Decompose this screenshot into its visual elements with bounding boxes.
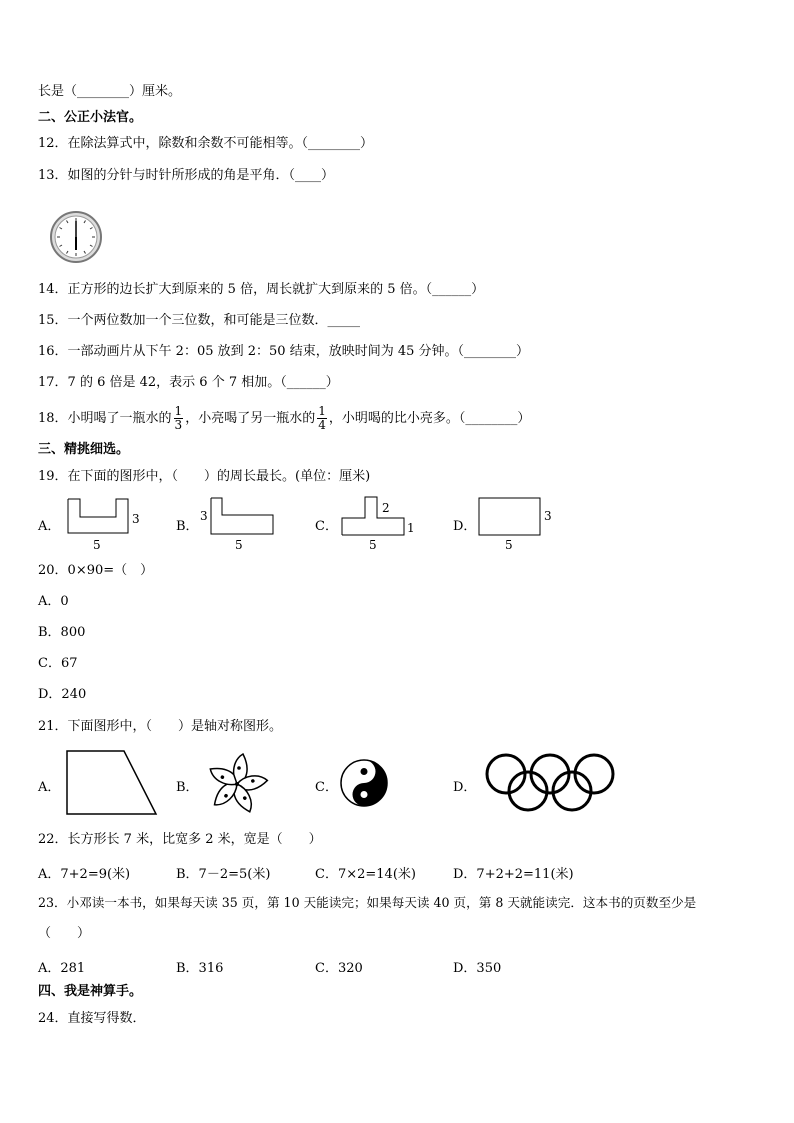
q18-part2: ，小亮喝了另一瓶水的 [185, 411, 316, 426]
q19-d-width: 5 [505, 538, 513, 552]
question-19: 19．在下面的图形中，（ ）的周长最长。(单位：厘米) [38, 469, 371, 484]
question-22: 22．长方形长 7 米，比宽多 2 米，宽是（ ） [38, 832, 322, 847]
fraction-one-quarter [317, 405, 327, 432]
q21-option-b-label[interactable]: B． [176, 780, 199, 795]
question-14: 14．正方形的边长扩大到原来的 5 倍，周长就扩大到原来的 5 倍。（______） [38, 282, 485, 297]
q23-option-d[interactable]: D．350 [453, 961, 502, 976]
fraction-numerator: 1 [174, 404, 183, 418]
q19-c-side-height: 1 [407, 521, 415, 535]
question-12: 12．在除法算式中，除数和余数不可能相等。（________） [38, 136, 374, 151]
question-23-blank: （ ） [38, 926, 91, 941]
question-24: 24．直接写得数． [38, 1011, 146, 1026]
q19-option-c-label[interactable]: C． [315, 519, 338, 534]
q18-part3: ，小明喝的比小亮多。（________） [328, 411, 531, 426]
trapezoid-shape [66, 750, 158, 816]
section-4-heading: 四、我是神算手。 [38, 984, 143, 999]
q21-option-d-label[interactable]: D． [453, 780, 477, 795]
q19-b-height: 3 [200, 509, 208, 523]
q20-option-c[interactable]: C．67 [38, 656, 78, 671]
q21-option-c-label[interactable]: C． [315, 780, 338, 795]
q23-option-a[interactable]: A．281 [38, 961, 86, 976]
q19-option-a-label[interactable]: A． [38, 519, 61, 534]
fraction-numerator: 1 [318, 404, 326, 418]
q23-option-b[interactable]: B．316 [176, 961, 224, 976]
fraction-denominator: 3 [174, 418, 183, 432]
fraction-denominator: 4 [318, 418, 326, 432]
q23-option-c[interactable]: C．320 [315, 961, 363, 976]
q20-option-a[interactable]: A．0 [38, 594, 69, 609]
question-13: 13．如图的分针与时针所形成的角是平角．（____） [38, 168, 335, 183]
bauhinia-flower-icon [204, 752, 270, 816]
q20-option-d[interactable]: D．240 [38, 687, 87, 702]
clock-icon [49, 210, 103, 264]
q22-option-c[interactable]: C．7×2=14(米) [315, 867, 416, 882]
q19-c-top-height: 2 [382, 501, 390, 515]
q22-option-d[interactable]: D．7+2+2=11(米) [453, 867, 574, 882]
q19-shape-c [341, 496, 405, 536]
question-17: 17．7 的 6 倍是 42，表示 6 个 7 相加。（______） [38, 375, 339, 390]
q19-d-height: 3 [544, 509, 552, 523]
q19-shape-d [478, 497, 541, 536]
q22-option-b[interactable]: B．7－2=5(米) [176, 867, 271, 882]
q18-part1: 18．小明喝了一瓶水的 [38, 411, 172, 426]
yin-yang-icon [339, 758, 389, 808]
q19-b-width: 5 [235, 538, 243, 552]
q20-option-b[interactable]: B．800 [38, 625, 86, 640]
q22-option-a[interactable]: A．7+2=9(米) [38, 867, 131, 882]
question-23: 23．小邓读一本书，如果每天读 35 页，第 10 天能读完；如果每天读 40 页，第 8 天就能读完．这本书的页数至少是 [38, 895, 697, 910]
question-18 [38, 402, 530, 436]
q11-tail: 长是（________）厘米。 [38, 84, 182, 99]
q19-a-width: 5 [93, 538, 101, 552]
olympic-rings-icon [484, 750, 616, 814]
q19-shape-a [67, 498, 129, 534]
question-16: 16．一部动画片从下午 2：05 放到 2：50 结束，放映时间为 45 分钟。（________） [38, 344, 530, 359]
question-20: 20．0×90=（ ） [38, 563, 154, 578]
question-15: 15．一个两位数加一个三位数，和可能是三位数．_____ [38, 313, 361, 328]
q19-c-width: 5 [369, 538, 377, 552]
q21-option-a-label[interactable]: A． [38, 780, 61, 795]
question-21: 21．下面图形中，（ ）是轴对称图形。 [38, 719, 283, 734]
q19-option-b-label[interactable]: B． [176, 519, 199, 534]
q19-shape-b [210, 497, 274, 535]
section-3-heading: 三、精挑细选。 [38, 442, 130, 457]
section-2-heading: 二、公正小法官。 [38, 110, 143, 125]
q19-option-d-label[interactable]: D． [453, 519, 477, 534]
fraction-one-third [174, 405, 184, 432]
q19-a-height: 3 [132, 512, 140, 526]
